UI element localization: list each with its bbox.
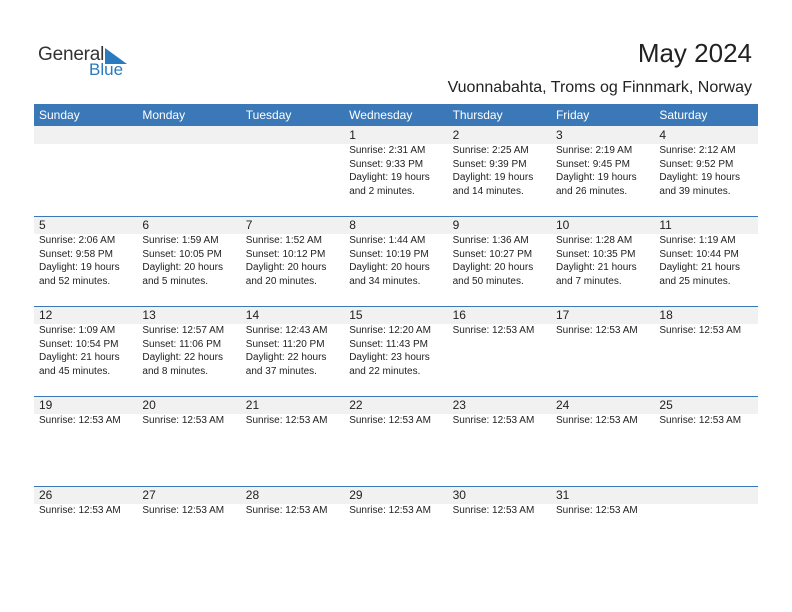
sun-info-line: and 26 minutes. xyxy=(556,185,628,197)
day-number: 28 xyxy=(245,488,260,502)
sun-info-line: Sunrise: 12:53 AM xyxy=(452,415,535,426)
day-number: 1 xyxy=(349,128,356,142)
calendar-grid xyxy=(34,104,758,576)
day-cell[interactable] xyxy=(137,486,240,576)
day-cell[interactable] xyxy=(241,216,344,306)
sun-info-line: Sunrise: 1:09 AM xyxy=(39,325,116,336)
week-row xyxy=(34,396,758,486)
page-title: May 2024 xyxy=(637,38,752,68)
sun-info-line: Sunrise: 1:44 AM xyxy=(349,235,426,246)
sun-info-line: Sunset: 11:43 PM xyxy=(349,338,428,350)
day-cell[interactable] xyxy=(654,396,757,486)
sun-info-line: Daylight: 19 hours xyxy=(39,262,120,273)
sun-info-line: Daylight: 23 hours xyxy=(349,352,430,363)
sun-info-line: Sunrise: 12:20 AM xyxy=(349,325,431,336)
day-cell[interactable] xyxy=(448,126,551,216)
sun-info-line: Sunrise: 12:53 AM xyxy=(659,325,742,336)
sun-info-line: Sunrise: 2:12 AM xyxy=(659,145,736,156)
day-number: 17 xyxy=(556,308,570,322)
sun-info-line: Sunrise: 1:28 AM xyxy=(556,235,633,246)
week-row xyxy=(34,216,758,306)
sun-info-line: Daylight: 20 hours xyxy=(349,262,430,273)
sun-info-line: Sunrise: 1:52 AM xyxy=(245,235,322,246)
sun-info-line: Sunrise: 1:59 AM xyxy=(142,235,219,246)
day-cell[interactable] xyxy=(448,486,551,576)
day-number: 13 xyxy=(142,308,156,322)
day-cell[interactable] xyxy=(551,306,654,396)
sun-info-line: Daylight: 22 hours xyxy=(142,352,223,363)
weekday-friday: Friday xyxy=(555,108,590,122)
day-cell[interactable] xyxy=(344,126,447,216)
weekday-tuesday: Tuesday xyxy=(245,108,292,122)
day-number: 27 xyxy=(142,488,156,502)
day-cell[interactable] xyxy=(344,216,447,306)
sun-info-line: Sunrise: 2:31 AM xyxy=(349,145,426,156)
sun-info-line: Sunset: 11:06 PM xyxy=(142,338,222,350)
sun-info-line: Sunset: 10:27 PM xyxy=(452,248,533,260)
sun-info-line: and 8 minutes. xyxy=(142,365,208,377)
day-cell[interactable] xyxy=(137,216,240,306)
weekday-header xyxy=(34,104,758,126)
weekday-sunday: Sunday xyxy=(39,108,80,122)
day-number: 12 xyxy=(39,308,53,322)
logo-blue-text: Blue xyxy=(89,60,124,79)
day-number: 25 xyxy=(659,398,673,412)
location-subtitle: Vuonnabahta, Troms og Finnmark, Norway xyxy=(447,79,752,96)
day-number: 29 xyxy=(349,488,363,502)
calendar-weeks xyxy=(34,126,758,576)
day-cell[interactable] xyxy=(241,396,344,486)
sun-info-line: Sunrise: 12:43 AM xyxy=(245,325,328,336)
day-number: 8 xyxy=(349,218,356,232)
sun-info-line: Daylight: 19 hours xyxy=(349,172,430,183)
sun-info-line: Sunrise: 12:53 AM xyxy=(349,415,431,426)
sun-info-line: Daylight: 19 hours xyxy=(452,172,534,183)
day-number: 16 xyxy=(452,308,466,322)
sun-info-line: Sunrise: 12:53 AM xyxy=(39,415,121,426)
sun-info-line: Daylight: 19 hours xyxy=(659,172,740,183)
sun-info-line: Sunrise: 2:25 AM xyxy=(452,145,529,156)
day-number: 2 xyxy=(452,128,460,142)
sun-info-line: Daylight: 20 hours xyxy=(245,262,327,273)
day-number: 20 xyxy=(142,398,156,412)
sun-info-line: and 34 minutes. xyxy=(349,275,421,287)
sun-info-line: Sunset: 9:33 PM xyxy=(349,158,424,170)
sun-info-line: Sunset: 10:35 PM xyxy=(556,248,636,260)
sun-info-line: Sunset: 10:05 PM xyxy=(142,248,222,260)
sun-info-line: Sunrise: 12:53 AM xyxy=(556,415,638,426)
sun-info-line: Sunrise: 12:53 AM xyxy=(452,325,535,336)
day-number: 11 xyxy=(659,218,672,232)
day-cell[interactable] xyxy=(654,126,757,216)
day-cell[interactable] xyxy=(551,126,654,216)
sun-info-line: and 7 minutes. xyxy=(556,275,622,287)
sun-info-line: Sunrise: 12:53 AM xyxy=(452,505,535,516)
day-cell[interactable] xyxy=(34,396,137,486)
sun-info-line: Sunrise: 2:19 AM xyxy=(556,145,633,156)
sun-info-line: Sunrise: 12:53 AM xyxy=(142,415,225,426)
sun-info-line: and 50 minutes. xyxy=(452,275,524,287)
logo-general-text: General xyxy=(38,44,105,65)
sun-info-line: and 37 minutes. xyxy=(245,365,317,377)
sun-info-line: Daylight: 21 hours xyxy=(39,352,120,363)
day-number: 15 xyxy=(349,308,363,322)
sun-info-line: Sunset: 10:54 PM xyxy=(39,338,119,350)
day-number: 7 xyxy=(245,218,253,232)
weekday-saturday: Saturday xyxy=(659,108,708,122)
day-number: 9 xyxy=(452,218,460,232)
sun-info-line: Sunrise: 12:53 AM xyxy=(556,505,638,516)
weekday-wednesday: Wednesday xyxy=(349,108,413,122)
sun-info-line: Sunset: 9:39 PM xyxy=(452,158,527,170)
sun-info-line: Daylight: 20 hours xyxy=(142,262,223,273)
weekday-thursday: Thursday xyxy=(452,108,503,122)
day-number: 4 xyxy=(659,128,667,142)
day-cell[interactable] xyxy=(551,486,654,576)
day-number: 19 xyxy=(39,398,53,412)
sun-info-line: and 20 minutes. xyxy=(245,275,317,287)
sun-info-line: Sunrise: 1:19 AM xyxy=(659,235,736,246)
day-number: 24 xyxy=(556,398,570,412)
day-cell[interactable] xyxy=(137,306,240,396)
sun-info-line: Sunrise: 12:53 AM xyxy=(556,325,638,336)
sun-info-line: and 5 minutes. xyxy=(142,275,208,287)
sun-info-line: Daylight: 21 hours xyxy=(659,262,740,273)
day-cell[interactable] xyxy=(34,486,137,576)
sun-info-line: Sunrise: 12:53 AM xyxy=(39,505,121,516)
day-number: 18 xyxy=(659,308,673,322)
day-cell[interactable] xyxy=(34,306,137,396)
day-cell[interactable] xyxy=(344,396,447,486)
sun-info-line: and 25 minutes. xyxy=(659,275,731,287)
weekday-monday: Monday xyxy=(142,108,186,122)
day-cell[interactable] xyxy=(448,306,551,396)
sun-info-line: Daylight: 21 hours xyxy=(556,262,637,273)
day-cell[interactable] xyxy=(241,486,344,576)
day-number: 5 xyxy=(39,218,46,232)
sun-info-line: Sunrise: 12:53 AM xyxy=(349,505,431,516)
sun-info-line: Sunset: 11:20 PM xyxy=(245,338,325,350)
sun-info-line: Daylight: 19 hours xyxy=(556,172,637,183)
sun-info-line: Sunrise: 12:57 AM xyxy=(142,325,225,336)
day-number: 3 xyxy=(556,128,563,142)
week-row xyxy=(34,126,758,216)
sun-info-line: Sunrise: 12:53 AM xyxy=(659,415,742,426)
day-cell[interactable] xyxy=(137,396,240,486)
day-cell[interactable] xyxy=(551,396,654,486)
sun-info-line: Sunset: 9:45 PM xyxy=(556,158,630,170)
day-number: 14 xyxy=(245,308,260,322)
sun-info-line: Daylight: 20 hours xyxy=(452,262,534,273)
day-cell[interactable] xyxy=(551,216,654,306)
logo xyxy=(38,44,138,80)
day-number: 6 xyxy=(142,218,150,232)
sun-info-line: Sunrise: 12:53 AM xyxy=(142,505,225,516)
sun-info-line: Sunset: 9:52 PM xyxy=(659,158,734,170)
sun-info-line: Sunset: 10:12 PM xyxy=(245,248,326,260)
day-cell[interactable] xyxy=(344,486,447,576)
sun-info-line: and 52 minutes. xyxy=(39,275,111,287)
day-cell[interactable] xyxy=(654,216,757,306)
week-row xyxy=(34,486,758,576)
day-number: 30 xyxy=(452,488,466,502)
sun-info-line: and 22 minutes. xyxy=(349,365,421,377)
day-number: 21 xyxy=(245,398,260,412)
day-number: 23 xyxy=(452,398,466,412)
day-number: 31 xyxy=(556,488,570,502)
sun-info-line: and 2 minutes. xyxy=(349,185,415,197)
sun-info-line: Sunrise: 1:36 AM xyxy=(452,235,529,246)
day-cell[interactable] xyxy=(448,396,551,486)
day-cell[interactable] xyxy=(654,306,757,396)
sun-info-line: Sunrise: 12:53 AM xyxy=(245,505,328,516)
sun-info-line: Sunset: 10:44 PM xyxy=(659,248,739,260)
day-number: 22 xyxy=(349,398,363,412)
sun-info-line: and 14 minutes. xyxy=(452,185,524,197)
sun-info-line: Daylight: 22 hours xyxy=(245,352,327,363)
day-cell[interactable] xyxy=(241,306,344,396)
day-number: 26 xyxy=(39,488,53,502)
sun-info-line: and 45 minutes. xyxy=(39,365,111,377)
sun-info-line: Sunrise: 2:06 AM xyxy=(39,235,116,246)
week-row xyxy=(34,306,758,396)
day-cell[interactable] xyxy=(344,306,447,396)
day-cell[interactable] xyxy=(34,216,137,306)
sun-info-line: Sunset: 10:19 PM xyxy=(349,248,429,260)
day-cell[interactable] xyxy=(448,216,551,306)
sun-info-line: and 39 minutes. xyxy=(659,185,731,197)
sun-info-line: Sunrise: 12:53 AM xyxy=(245,415,328,426)
day-number: 10 xyxy=(556,218,570,232)
sun-info-line: Sunset: 9:58 PM xyxy=(39,248,113,260)
